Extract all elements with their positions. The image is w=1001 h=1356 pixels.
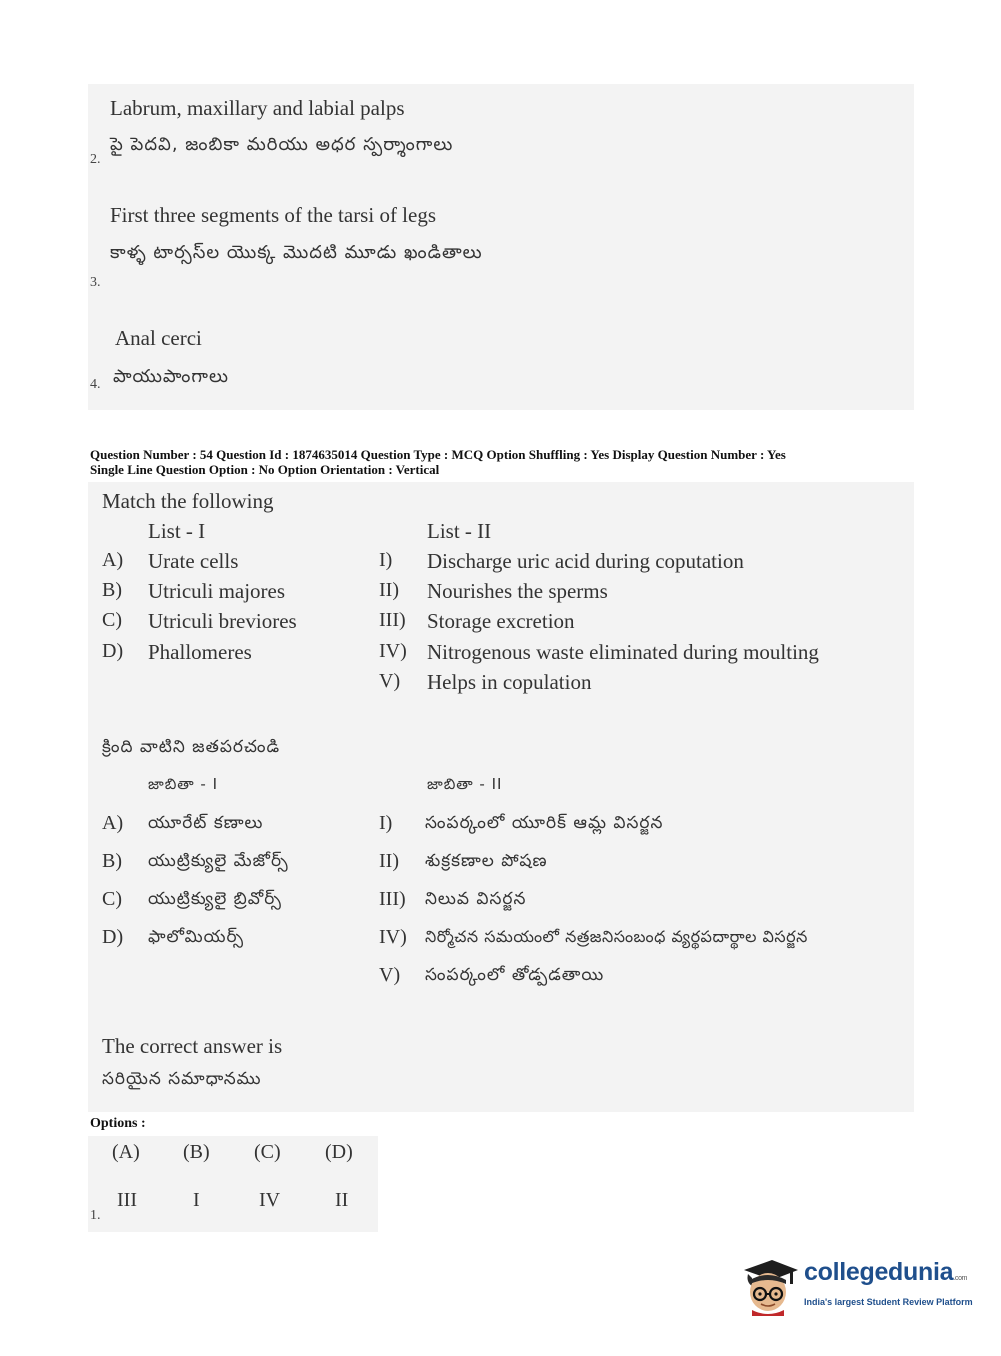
english-list-1-label-d: D) [102, 640, 124, 662]
english-list-2-label-i: I) [379, 549, 393, 571]
option-1-value-b[interactable]: I [193, 1189, 200, 1211]
telugu-list-1-item-d: ఫాలోమియర్స్ [148, 927, 245, 947]
telugu-list-2-item-ii: శుక్రకణాల పోషణ [425, 851, 548, 871]
telugu-list-1-item-a: యూరేట్ కణాలు [148, 813, 264, 833]
prev-option-3-number: 3. [90, 275, 101, 290]
telugu-list-2-title: జాబితా - II [427, 775, 503, 793]
option-1-number: 1. [90, 1208, 101, 1223]
prev-option-2-english: Labrum, maxillary and labial palps [110, 96, 405, 120]
telugu-list-1-item-b: యుట్రిక్యులై మేజోర్స్ [148, 851, 289, 871]
telugu-list-1-label-a: A) [102, 812, 124, 834]
logo-name-suffix: .com [953, 1275, 968, 1282]
option-1-value-c[interactable]: IV [259, 1189, 281, 1211]
english-list-2-label-iv: IV) [379, 640, 407, 662]
english-list-2-item-iv: Nitrogenous waste eliminated during moulting [427, 640, 819, 664]
english-list-1-label-a: A) [102, 549, 124, 571]
option-header-b: (B) [183, 1141, 210, 1163]
english-heading: Match the following [102, 489, 274, 513]
answer-prompt-telugu: సరియైన సమాధానము [102, 1069, 262, 1089]
english-list-1-title: List - I [148, 519, 206, 543]
english-list-2-title: List - II [427, 519, 492, 543]
english-list-2-label-iii: III) [379, 609, 406, 631]
english-list-1-item-c: Utriculi breviores [148, 609, 297, 633]
options-label: Options : [90, 1116, 146, 1131]
telugu-list-1-title: జాబితా - I [148, 775, 219, 793]
english-list-1-item-b: Utriculi majores [148, 579, 286, 603]
telugu-list-1-label-c: C) [102, 888, 122, 910]
collegedunia-logo [738, 1250, 973, 1320]
question-meta-line-1: Question Number : 54 Question Id : 1874635014 Question Type : MCQ Option Shuffling : Yes Display Question Number : Yes [90, 447, 786, 462]
prev-option-4-telugu: పాయుపాంగాలు [113, 366, 229, 387]
telugu-list-2-label-iii: III) [379, 888, 406, 910]
prev-option-4-english: Anal cerci [115, 326, 202, 350]
option-header-c: (C) [254, 1141, 281, 1163]
english-list-2-label-ii: II) [379, 579, 399, 601]
prev-option-2-telugu: పై పెదవి, జంబికా మరియు అధర స్పర్శాంగాలు [110, 134, 454, 155]
telugu-list-1-label-b: B) [102, 850, 122, 872]
english-list-2-item-iii: Storage excretion [427, 609, 575, 633]
prev-option-3-telugu: కాళ్ళ టార్సస్‌ల యొక్క మొదటి మూడు ఖండితాలు [110, 242, 483, 263]
option-header-d: (D) [325, 1141, 353, 1163]
option-header-a: (A) [112, 1141, 140, 1163]
prev-option-4-number: 4. [90, 377, 101, 392]
logo-name [804, 1258, 967, 1287]
english-list-1-label-b: B) [102, 579, 122, 601]
answer-prompt-english: The correct answer is [102, 1034, 283, 1058]
english-list-1-item-d: Phallomeres [148, 640, 252, 664]
english-list-1-label-c: C) [102, 609, 122, 631]
english-list-2-item-v: Helps in copulation [427, 670, 592, 694]
telugu-list-2-item-iii: నిలువ విసర్జన [425, 889, 527, 909]
telugu-list-2-label-ii: II) [379, 850, 399, 872]
english-list-2-item-ii: Nourishes the sperms [427, 579, 608, 603]
english-list-2-item-i: Discharge uric acid during coputation [427, 549, 744, 573]
logo-name-text: collegedunia [804, 1258, 954, 1286]
prev-option-3-english: First three segments of the tarsi of legs [110, 203, 437, 227]
english-list-2-label-v: V) [379, 670, 401, 692]
telugu-list-2-item-i: సంపర్కంలో యూరిక్ ఆమ్ల విసర్జన [425, 813, 664, 833]
mascot-icon [738, 1252, 800, 1316]
question-block-background [88, 482, 914, 1112]
telugu-list-2-item-v: సంపర్కంలో తోడ్పడతాయి [425, 965, 605, 985]
option-1-value-a[interactable]: III [117, 1189, 137, 1211]
telugu-list-1-label-d: D) [102, 926, 124, 948]
logo-tagline: India's largest Student Review Platform [804, 1297, 973, 1307]
english-list-1-item-a: Urate cells [148, 549, 239, 573]
option-1-value-d[interactable]: II [335, 1189, 349, 1211]
prev-option-2-number: 2. [90, 152, 101, 167]
telugu-list-1-item-c: యుట్రిక్యులై బ్రివోర్స్ [148, 889, 282, 909]
telugu-list-2-label-i: I) [379, 812, 393, 834]
telugu-list-2-item-iv: నిర్మోచన సమయంలో నత్రజనిసంబంధ వ్యర్థపదార్థాల విసర్జన [425, 927, 808, 946]
telugu-list-2-label-iv: IV) [379, 926, 407, 948]
telugu-heading: క్రింది వాటిని జతపరచండి [102, 737, 281, 757]
question-meta-line-2: Single Line Question Option : No Option Orientation : Vertical [90, 462, 440, 477]
telugu-list-2-label-v: V) [379, 964, 401, 986]
